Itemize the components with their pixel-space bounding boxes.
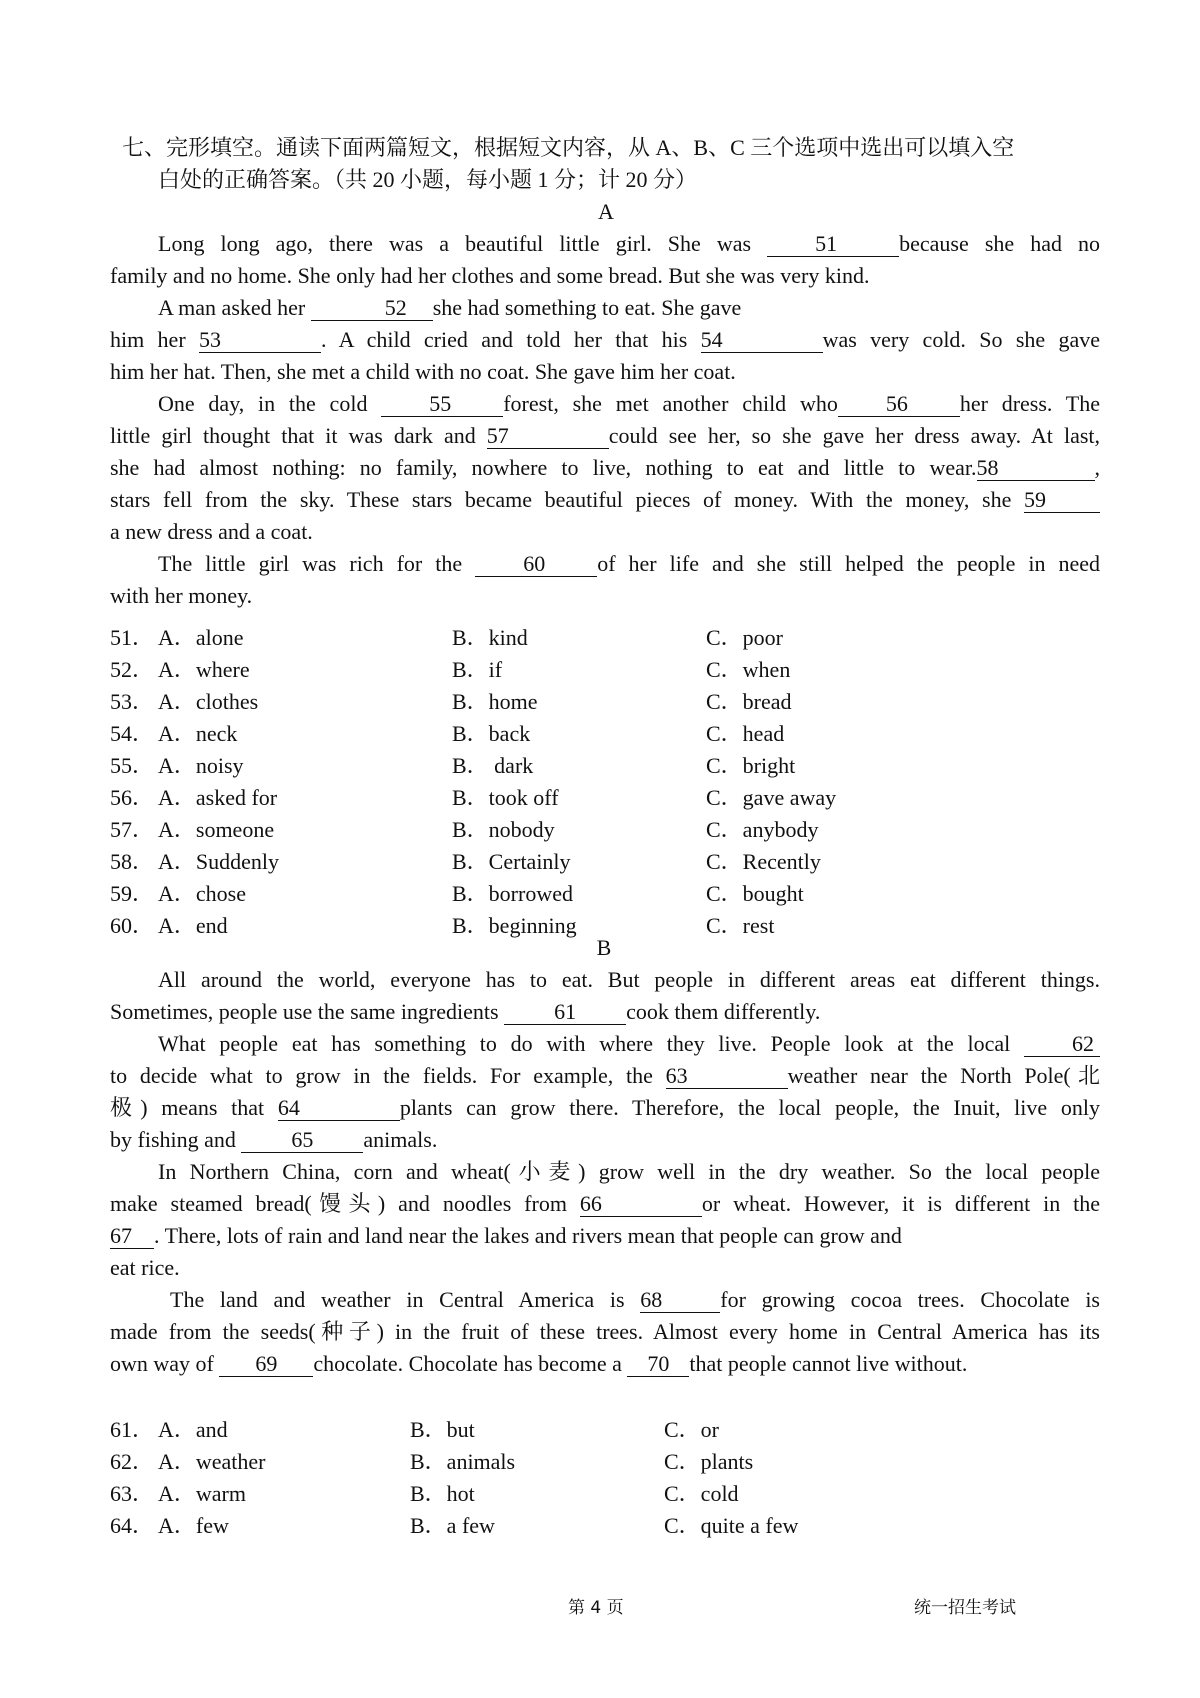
passage-b-line: made from the seeds(种子) in the fruit of these trees. Almost every home in Central America has its — [110, 1319, 1100, 1344]
blank-64[interactable]: 64 — [278, 1096, 400, 1121]
passage-b-line: Sometimes, people use the same ingredients 61 cook them differently. — [110, 999, 821, 1024]
option-c[interactable]: C．anybody — [706, 817, 819, 842]
option-a[interactable]: A．someone — [158, 817, 275, 842]
question-number: 52． — [110, 657, 155, 682]
section-instruction-line2: 白处的正确答案。（共 20 小题，每小题 1 分；计 20 分） — [158, 167, 698, 192]
passage-a-line: A man asked her 52 she had something to eat. She gave — [158, 295, 742, 320]
option-b[interactable]: B．borrowed — [452, 881, 573, 906]
option-a[interactable]: A．and — [158, 1417, 228, 1442]
option-c[interactable]: C．gave away — [706, 785, 837, 810]
passage-b-line: to decide what to grow in the fields. For example, the 63 weather near the North Pole(北 — [110, 1063, 1101, 1088]
passage-b-line: What people eat has something to do with where they live. People look at the local 62 — [110, 1028, 1100, 1060]
option-a[interactable]: A．clothes — [158, 689, 259, 714]
blank-69[interactable]: 69 — [219, 1352, 313, 1377]
option-b[interactable]: B．hot — [410, 1481, 475, 1506]
passage-b-line: eat rice. — [110, 1255, 180, 1280]
option-a[interactable]: A．asked for — [158, 785, 278, 810]
question-number: 64． — [110, 1513, 155, 1538]
passage-a-line: a new dress and a coat. — [110, 519, 313, 544]
option-c[interactable]: C．Recently — [706, 849, 821, 874]
question-number: 62． — [110, 1449, 155, 1474]
option-b[interactable]: B．home — [452, 689, 538, 714]
question-number: 58． — [110, 849, 155, 874]
blank-67[interactable]: 67 — [110, 1224, 154, 1249]
blank-53[interactable]: 53 — [199, 328, 321, 353]
passage-a-label: A — [598, 199, 614, 224]
blank-58[interactable]: 58 — [977, 456, 1095, 481]
option-a[interactable]: A．few — [158, 1513, 229, 1538]
option-b[interactable]: B．Certainly — [452, 849, 571, 874]
option-a[interactable]: A．end — [158, 913, 228, 938]
option-c[interactable]: C．bread — [706, 689, 792, 714]
question-number: 56． — [110, 785, 155, 810]
blank-65[interactable]: 65 — [241, 1128, 363, 1153]
section-instruction-line1: 七、完形填空。通读下面两篇短文，根据短文内容，从 A、B、C 三个选项中选出可以填入空 — [122, 135, 1015, 160]
question-number: 63． — [110, 1481, 155, 1506]
option-c[interactable]: C．head — [706, 721, 785, 746]
option-b[interactable]: B．back — [452, 721, 531, 746]
page-number: 第 4 页 — [568, 1598, 624, 1618]
blank-68[interactable]: 68 — [640, 1288, 720, 1313]
passage-b-line: The land and weather in Central America is 68 for growing cocoa trees. Chocolate is — [170, 1287, 1100, 1312]
question-number: 57． — [110, 817, 155, 842]
passage-b-label: B — [596, 935, 612, 960]
blank-60[interactable]: 60 — [475, 552, 597, 577]
option-b[interactable]: B．a few — [410, 1513, 495, 1538]
blank-62[interactable]: 62 — [1024, 1032, 1100, 1057]
passage-b-line: by fishing and 65 animals. — [110, 1127, 438, 1152]
option-c[interactable]: C．poor — [706, 625, 784, 650]
option-c[interactable]: C．bought — [706, 881, 804, 906]
question-number: 59． — [110, 881, 155, 906]
passage-b-line: make steamed bread(馒头) and noodles from 66 or wheat. However, it is different in the — [110, 1191, 1101, 1216]
passage-a-line: stars fell from the sky. These stars became beautiful pieces of money. With the money, she 59 — [110, 484, 1100, 516]
blank-56[interactable]: 56 — [838, 392, 960, 417]
question-number: 61． — [110, 1417, 155, 1442]
option-b[interactable]: B．nobody — [452, 817, 555, 842]
option-a[interactable]: A．Suddenly — [158, 849, 280, 874]
option-b[interactable]: B．but — [410, 1417, 475, 1442]
passage-b-line: 67 . There, lots of rain and land near the lakes and rivers mean that people can grow and — [110, 1223, 902, 1248]
exam-name: 统一招生考试 — [914, 1598, 1016, 1618]
question-number: 60． — [110, 913, 155, 938]
option-a[interactable]: A．noisy — [158, 753, 244, 778]
question-number: 55． — [110, 753, 155, 778]
option-c[interactable]: C．rest — [706, 913, 775, 938]
passage-b-line: All around the world, everyone has to eat. But people in different areas eat different things. — [158, 967, 1100, 992]
passage-a-line: family and no home. She only had her clothes and some bread. But she was very kind. — [110, 263, 870, 288]
question-number: 54． — [110, 721, 155, 746]
option-c[interactable]: C．quite a few — [664, 1513, 799, 1538]
passage-b-line: 极) means that 64 plants can grow there. Therefore, the local people, the Inuit, live only — [110, 1095, 1100, 1120]
option-b[interactable]: B．kind — [452, 625, 528, 650]
option-c[interactable]: C．bright — [706, 753, 796, 778]
passage-a-line: Long long ago, there was a beautiful little girl. She was 51 because she had no — [158, 231, 1101, 256]
option-c[interactable]: C．when — [706, 657, 791, 682]
blank-59[interactable]: 59 — [1024, 488, 1100, 513]
option-b[interactable]: B．animals — [410, 1449, 516, 1474]
option-b[interactable]: B．if — [452, 657, 503, 682]
blank-63[interactable]: 63 — [666, 1064, 788, 1089]
option-a[interactable]: A．alone — [158, 625, 244, 650]
passage-a-line: him her hat. Then, she met a child with no coat. She gave him her coat. — [110, 359, 736, 384]
blank-66[interactable]: 66 — [580, 1192, 702, 1217]
passage-a-line: little girl thought that it was dark and 57 could see her, so she gave her dress away. At last, — [110, 423, 1101, 448]
option-b[interactable]: B．beginning — [452, 913, 577, 938]
option-a[interactable]: A．warm — [158, 1481, 246, 1506]
option-c[interactable]: C．plants — [664, 1449, 754, 1474]
question-number: 51． — [110, 625, 155, 650]
blank-54[interactable]: 54 — [701, 328, 823, 353]
option-a[interactable]: A．neck — [158, 721, 238, 746]
option-b[interactable]: B．took off — [452, 785, 559, 810]
passage-a-line: him her 53 . A child cried and told her that his 54 was very cold. So she gave — [110, 327, 1100, 352]
option-a[interactable]: A．chose — [158, 881, 246, 906]
blank-55[interactable]: 55 — [381, 392, 503, 417]
passage-b-line: In Northern China, corn and wheat(小麦) grow well in the dry weather. So the local people — [158, 1159, 1100, 1184]
passage-a-line: with her money. — [110, 583, 253, 608]
option-c[interactable]: C．or — [664, 1417, 720, 1442]
blank-61[interactable]: 61 — [504, 1000, 626, 1025]
passage-a-line: The little girl was rich for the 60 of her life and she still helped the people in need — [158, 551, 1101, 576]
blank-70[interactable]: 70 — [627, 1352, 689, 1377]
question-number: 53． — [110, 689, 155, 714]
option-a[interactable]: A．where — [158, 657, 250, 682]
passage-a-line: she had almost nothing: no family, nowhere to live, nothing to eat and little to wear.58 , — [110, 455, 1100, 480]
passage-b-line: own way of 69 chocolate. Chocolate has become a 70 that people cannot live without. — [110, 1351, 968, 1376]
blank-52[interactable]: 52 — [311, 296, 433, 321]
option-b[interactable]: B． dark — [452, 753, 534, 778]
blank-51[interactable]: 51 — [767, 232, 899, 257]
option-a[interactable]: A．weather — [158, 1449, 266, 1474]
option-c[interactable]: C．cold — [664, 1481, 739, 1506]
blank-57[interactable]: 57 — [487, 424, 609, 449]
passage-a-line: One day, in the cold 55 forest, she met another child who 56 her dress. The — [158, 391, 1100, 416]
